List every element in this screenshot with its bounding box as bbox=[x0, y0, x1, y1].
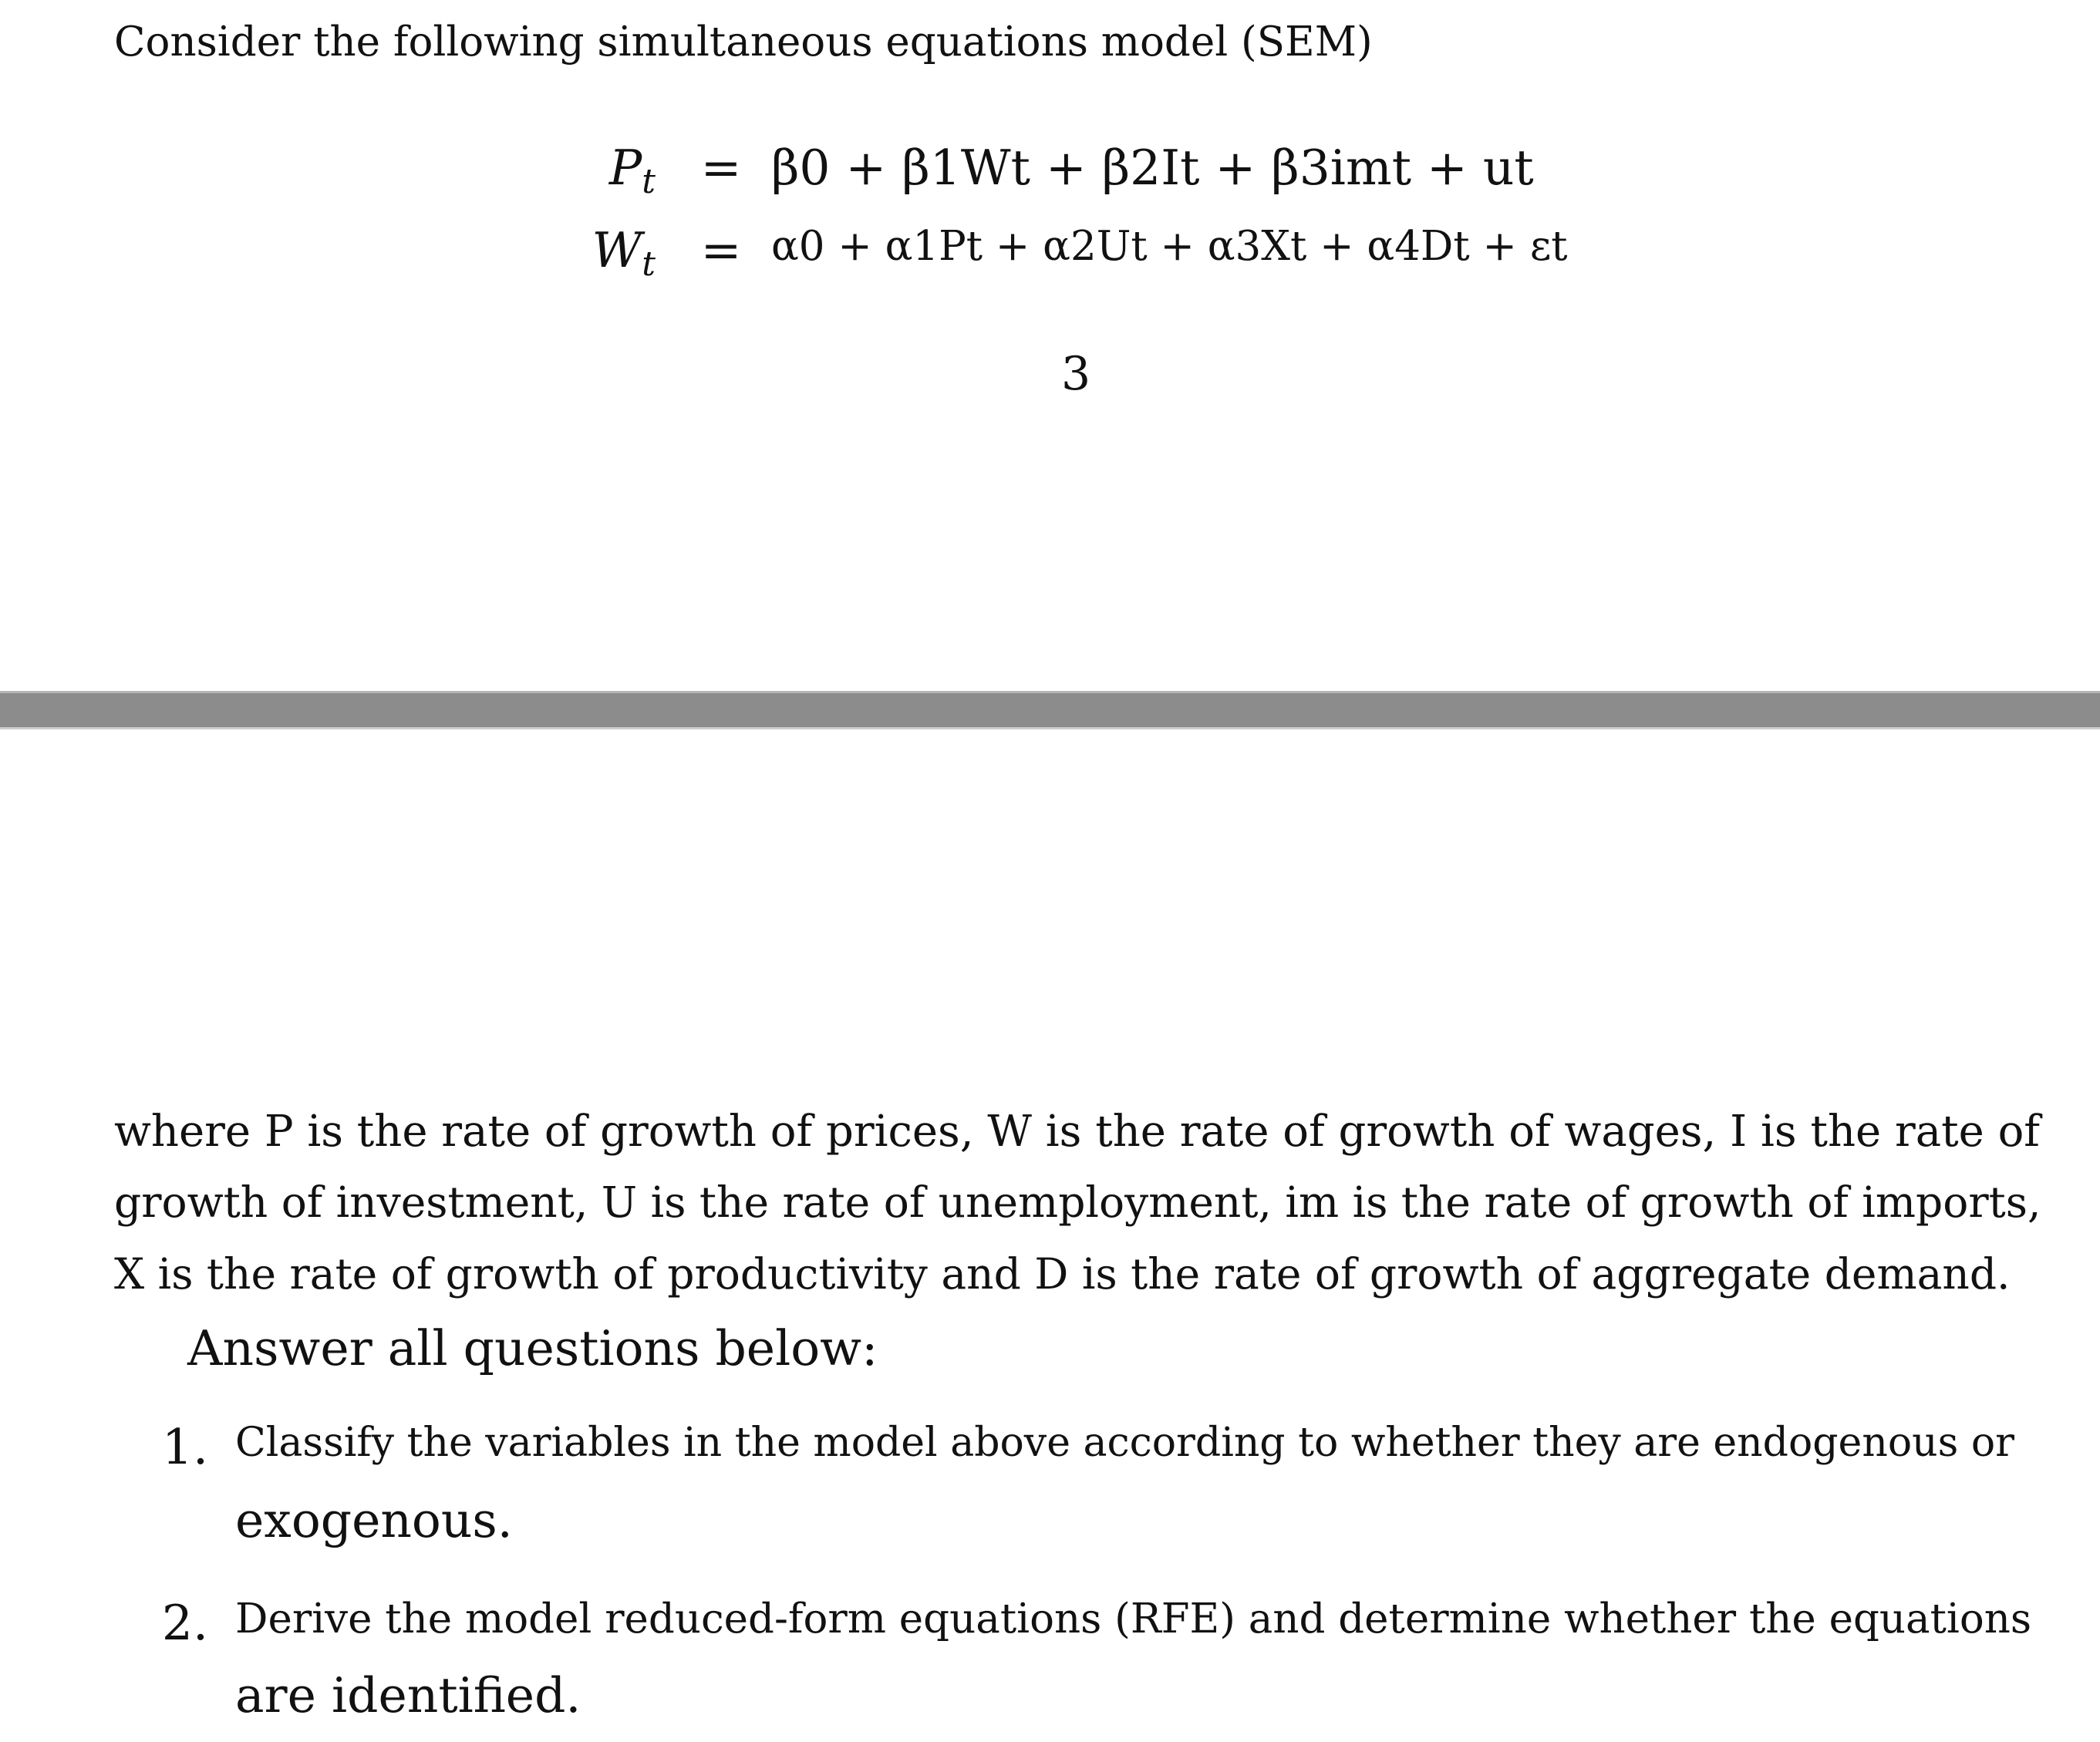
variable-definitions-line-1: where P is the rate of growth of prices, W is the rate of growth of wages, I is the rate of bbox=[114, 1107, 2041, 1157]
instruction-text: Answer all questions below: bbox=[187, 1320, 878, 1376]
question-text-line-2: are identified. bbox=[235, 1667, 581, 1723]
equation-1-rhs: β0 + β1Wt + β2It + β3imt + ut bbox=[771, 140, 1534, 196]
question-text-line-1: Classify the variables in the model above according to whether they are endogenous or bbox=[235, 1420, 2014, 1466]
page-break-separator bbox=[0, 691, 2100, 729]
page-number: 3 bbox=[1061, 347, 1091, 401]
equation-1-lhs: $P_t$ bbox=[608, 140, 656, 202]
equation-2-rhs: α0 + α1Pt + α2Ut + α3Xt + α4Dt + εt bbox=[771, 223, 1568, 270]
question-number: 2. bbox=[161, 1595, 208, 1651]
equation-2-lhs: $W_t$ bbox=[592, 222, 656, 285]
variable-definitions-line-3: X is the rate of growth of productivity and D is the rate of growth of aggregate demand. bbox=[114, 1249, 2011, 1299]
variable-definitions-line-2: growth of investment, U is the rate of unemployment, im is the rate of growth of imports, bbox=[114, 1178, 2041, 1227]
question-text-line-1: Derive the model reduced-form equations (RFE) and determine whether the equations bbox=[235, 1595, 2032, 1643]
equation-2-equals: = bbox=[700, 222, 742, 278]
intro-text: Consider the following simultaneous equations model (SEM) bbox=[114, 19, 1373, 66]
equation-1-equals: = bbox=[700, 140, 742, 196]
question-text-line-2: exogenous. bbox=[235, 1492, 513, 1548]
question-number: 1. bbox=[161, 1419, 208, 1475]
